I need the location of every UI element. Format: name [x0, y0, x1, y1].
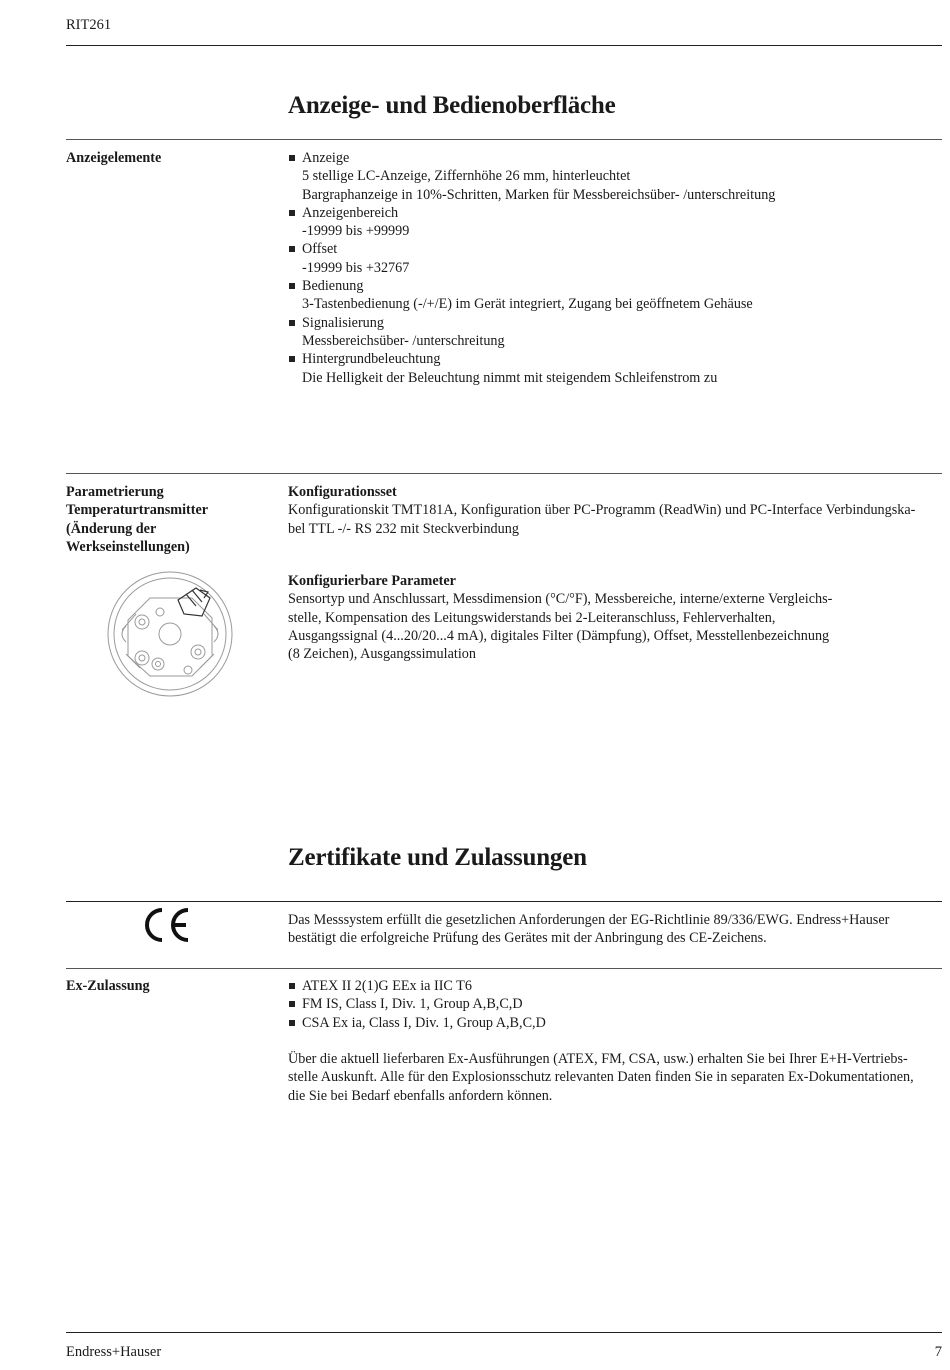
footer-rule — [66, 1332, 942, 1333]
ce-mark-icon — [140, 905, 192, 945]
label-anzeigelemente: Anzeigelemente — [66, 150, 162, 166]
konfigurationsset-block: Konfigurationsset Konfigurationskit TMT181A, Konfiguration über PC-Programm (ReadWin) und PC-Interface Verbindungska- bel TTL -/- RS 232 mit Steckverbindung — [288, 483, 948, 538]
list-item: Bedienung 3-Tastenbedienung (-/+/E) im Gerät integriert, Zugang bei geöffnetem Gehäuse — [288, 277, 948, 314]
footer-company: Endress+Hauser — [66, 1344, 162, 1360]
list-item: ATEX II 2(1)G EEx ia IIC T6 — [288, 977, 948, 995]
label-parametrierung: Parametrierung Temperaturtransmitter (Änderung der Werkseinstellungen) — [66, 484, 209, 555]
list-item: Anzeigenbereich -19999 bis +99999 — [288, 204, 948, 241]
header-rule — [66, 45, 942, 46]
list-item: Anzeige 5 stellige LC-Anzeige, Ziffernhöhe 26 mm, hinterleuchtet Bargraphanzeige in 10%-Schritten, Marken für Messbereichsüber- /unterschreitung — [288, 149, 948, 204]
transmitter-diagram — [100, 568, 240, 703]
list-item: Signalisierung Messbereichsüber- /unterschreitung — [288, 314, 948, 351]
ex-text: Über die aktuell lieferbaren Ex-Ausführungen (ATEX, FM, CSA, usw.) erhalten Sie bei Ihrer E+H-Vertriebs- stelle Auskunft. Alle für den Explosionsschutz relevanten Daten finden Sie in separaten Ex-Dokumentationen, die Sie bei Bedarf ebenfalls anfordern können. — [288, 1051, 914, 1104]
list-item: CSA Ex ia, Class I, Div. 1, Group A,B,C,D — [288, 1014, 948, 1032]
list-item: FM IS, Class I, Div. 1, Group A,B,C,D — [288, 995, 948, 1013]
parameter-title: Konfigurierbare Parameter — [288, 573, 456, 589]
ex-list — [288, 977, 948, 1032]
section-rule — [66, 968, 942, 969]
display-elements-list — [288, 149, 948, 387]
list-item: Offset -19999 bis +32767 — [288, 240, 948, 277]
label-ex-zulassung: Ex-Zulassung — [66, 978, 150, 994]
konfigurationsset-title: Konfigurationsset — [288, 484, 397, 500]
page-number: 7 — [934, 1344, 942, 1360]
ce-text: Das Messsystem erfüllt die gesetzlichen Anforderungen der EG-Richtlinie 89/336/EWG. Endress+Hauser bestätigt die erfolgreiche Prüfung des Gerätes mit der Anbringung des CE-Zeichens. — [288, 912, 890, 947]
section-rule — [66, 901, 942, 902]
parameter-block: Konfigurierbare Parameter Sensortyp und Anschlussart, Messdimension (°C/°F), Messbereiche, interne/externe Vergleichs- stelle, Kompensation des Leitungswiderstands bei 2-Leiteranschluss, Fehlerverhalten, Ausgangssignal (4...20/20...4 mA), digitales Filter (Dämpfung), Offset, Messtellenbezeichnung (8 Zeichen), Ausgangssimulation — [288, 572, 948, 663]
section-rule — [66, 139, 942, 140]
doc-id: RIT261 — [66, 17, 112, 33]
section-title-display: Anzeige- und Bedienoberfläche — [288, 92, 616, 119]
section-title-certificates: Zertifikate und Zulassungen — [288, 844, 587, 871]
list-item: Hintergrundbeleuchtung Die Helligkeit der Beleuchtung nimmt mit steigendem Schleifenstrom zu — [288, 350, 948, 387]
section-rule — [66, 473, 942, 474]
